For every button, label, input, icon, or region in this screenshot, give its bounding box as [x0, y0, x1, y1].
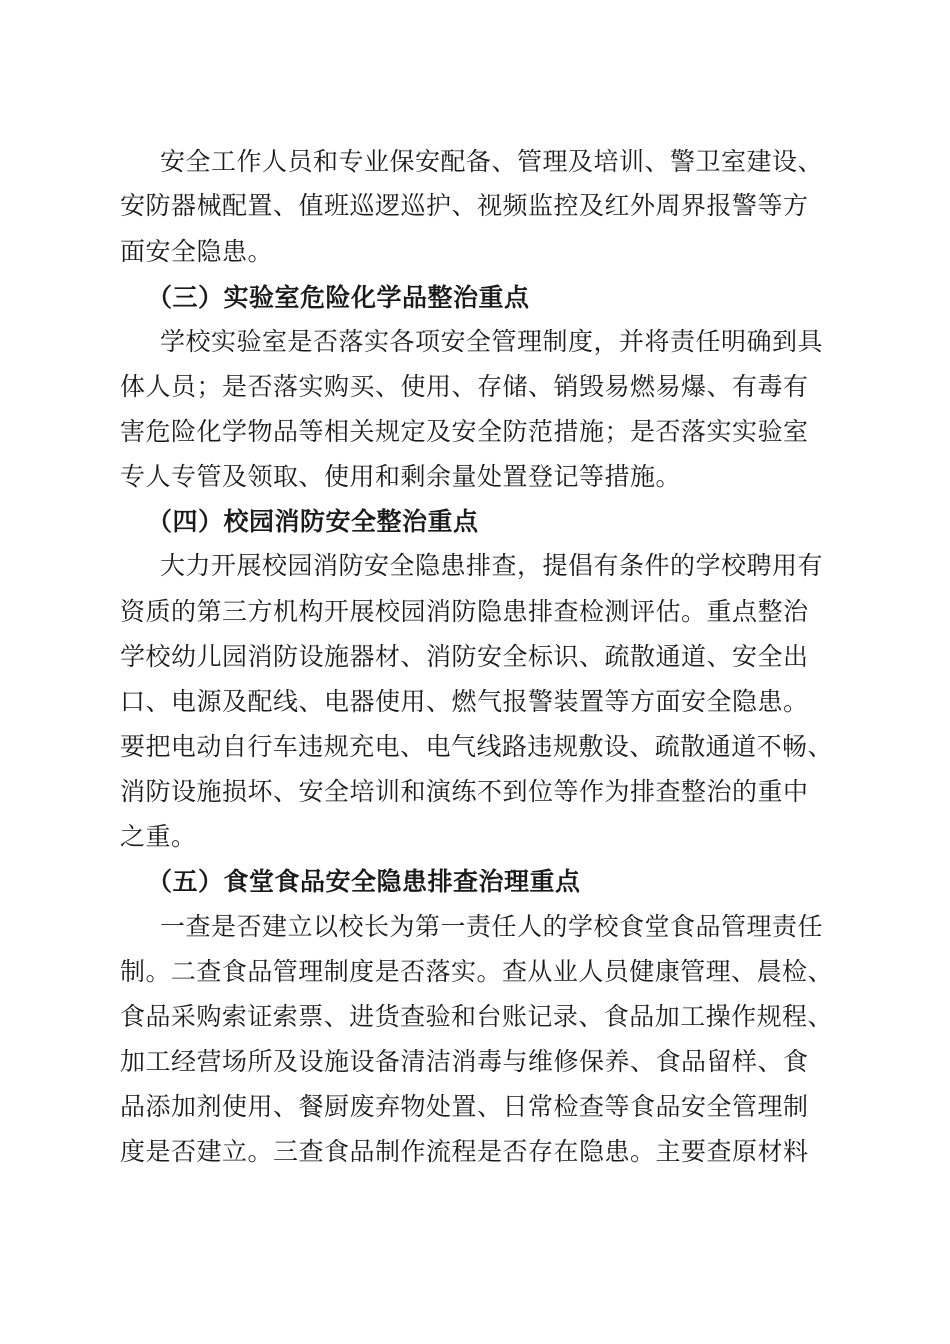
- section-heading: （三）实验室危险化学品整治重点: [147, 283, 530, 312]
- paragraph-line: 安防器械配置、值班巡逻巡护、视频监控及红外周界报警等方: [120, 191, 809, 220]
- paragraph-line: 度是否建立。三查食品制作流程是否存在隐患。主要查原材料: [120, 1137, 809, 1166]
- paragraph-line: 消防设施损坏、安全培训和演练不到位等作为排查整治的重中: [120, 777, 809, 806]
- section-heading: （五）食堂食品安全隐患排查治理重点: [147, 867, 581, 896]
- paragraph-line: 食品采购索证索票、进货查验和台账记录、食品加工操作规程、: [120, 1002, 833, 1031]
- paragraph-line: 大力开展校园消防安全隐患排查，提倡有条件的学校聘用有: [160, 551, 824, 580]
- paragraph-line: 制。二查食品管理制度是否落实。查从业人员健康管理、晨检、: [120, 957, 833, 986]
- paragraph-line: 面安全隐患。: [120, 237, 274, 266]
- paragraph-line: 品添加剂使用、餐厨废弃物处置、日常检查等食品安全管理制: [120, 1092, 809, 1121]
- paragraph-line: 加工经营场所及设施设备清洁消毒与维修保养、食品留样、食: [120, 1047, 809, 1076]
- paragraph-line: 口、电源及配线、电器使用、燃气报警装置等方面安全隐患。: [120, 687, 809, 716]
- paragraph-line: 资质的第三方机构开展校园消防隐患排查检测评估。重点整治: [120, 597, 809, 626]
- paragraph-line: 学校幼儿园消防设施器材、消防安全标识、疏散通道、安全出: [120, 642, 809, 671]
- paragraph-line: 专人专管及领取、使用和剩余量处置登记等措施。: [120, 462, 682, 491]
- paragraph-line: 安全工作人员和专业保安配备、管理及培训、警卫室建设、: [160, 147, 824, 176]
- paragraph-line: 学校实验室是否落实各项安全管理制度，并将责任明确到具: [160, 327, 824, 356]
- paragraph-line: 一查是否建立以校长为第一责任人的学校食堂食品管理责任: [160, 912, 824, 941]
- paragraph-line: 体人员；是否落实购买、使用、存储、销毁易燃易爆、有毒有: [120, 372, 809, 401]
- paragraph-line: 害危险化学物品等相关规定及安全防范措施；是否落实实验室: [120, 417, 809, 446]
- paragraph-line: 之重。: [120, 822, 197, 851]
- section-heading: （四）校园消防安全整治重点: [147, 507, 479, 536]
- paragraph-line: 要把电动自行车违规充电、电气线路违规敷设、疏散通道不畅、: [120, 732, 833, 761]
